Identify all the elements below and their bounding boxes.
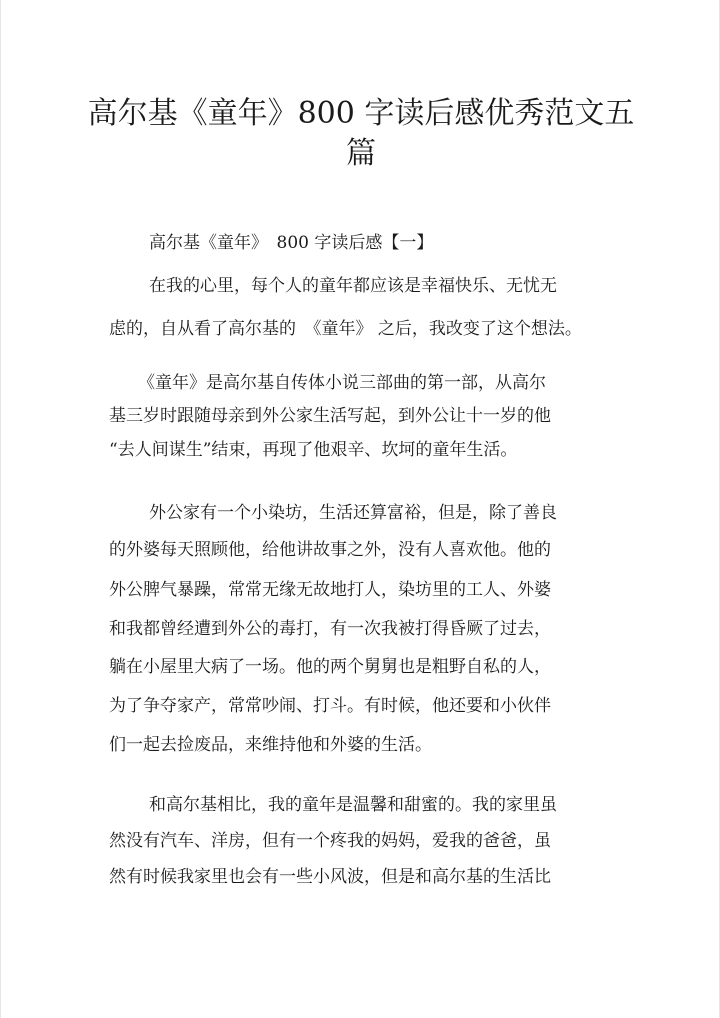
paragraph-line: 的外婆每天照顾他，给他讲故事之外，没有人喜欢他。他的 [109, 540, 551, 560]
paragraph-line: 外公家有一个小染坊，生活还算富裕，但是，除了善良 [149, 503, 557, 523]
paragraph-line: 虑的，自从看了高尔基的 《童年》 之后，我改变了这个想法。 [109, 319, 582, 339]
paragraph-line: 基三岁时跟随母亲到外公家生活写起，到外公让十一岁的他 [109, 406, 551, 426]
section-heading: 高尔基《童年》 800 字读后感【一】 [149, 233, 434, 253]
paragraph-line: 和高尔基相比，我的童年是温馨和甜蜜的。我的家里虽 [149, 795, 557, 815]
paragraph-line: 和我都曾经遭到外公的毒打，有一次我被打得昏厥了过去， [109, 619, 551, 639]
paragraph-line: 然没有汽车、洋房，但有一个疼我的妈妈，爱我的爸爸，虽 [109, 831, 551, 851]
paragraph-line: “去人间谋生”结束，再现了他艰辛、坎坷的童年生活。 [109, 440, 518, 460]
paragraph-line: 们一起去捡废品，来维持他和外婆的生活。 [109, 735, 432, 755]
paragraph-line: 在我的心里，每个人的童年都应该是幸福快乐、无忧无 [149, 276, 557, 296]
document-title-line-1: 高尔基《童年》800 字读后感优秀范文五 [87, 96, 635, 131]
paragraph-line: 《童年》是高尔基自传体小说三部曲的第一部，从高尔 [138, 373, 546, 393]
paragraph-line: 躺在小屋里大病了一场。他的两个舅舅也是粗野自私的人， [109, 657, 551, 677]
paragraph-line: 为了争夺家产，常常吵闹、打斗。有时候，他还要和小伙伴 [109, 696, 551, 716]
paragraph-line: 然有时候我家里也会有一些小风波，但是和高尔基的生活比 [109, 867, 551, 887]
document-title-line-2: 篇 [346, 136, 376, 171]
paragraph-line: 外公脾气暴躁，常常无缘无故地打人，染坊里的工人、外婆 [109, 580, 551, 600]
